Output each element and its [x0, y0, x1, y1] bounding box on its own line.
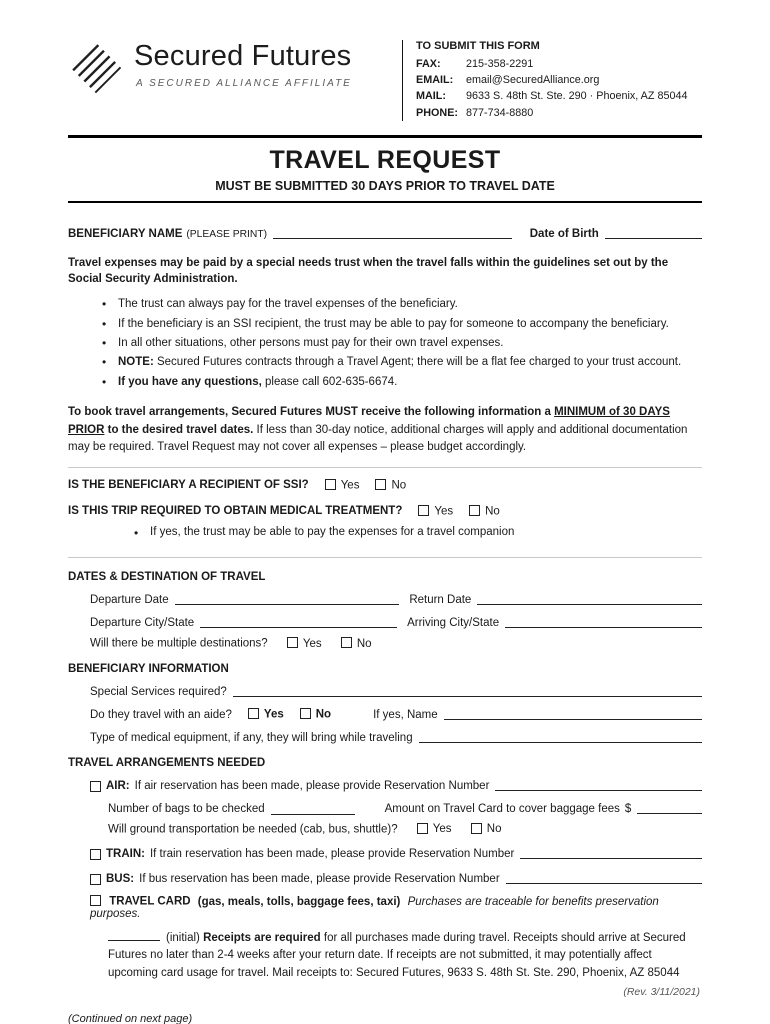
bus-label: BUS:: [106, 873, 135, 886]
aide-yes-checkbox[interactable]: [248, 708, 284, 721]
bus-reservation-field[interactable]: [506, 870, 702, 884]
aide-no-checkbox[interactable]: [300, 708, 331, 721]
initials-field[interactable]: [108, 929, 160, 941]
phone-value: 877-734-8880: [466, 106, 534, 119]
bus-text: If bus reservation has been made, please provide Reservation Number: [139, 873, 500, 886]
bullet-text: In all other situations, other persons must pay for their own travel expenses.: [118, 336, 504, 349]
dob-label: Date of Birth: [529, 227, 599, 240]
checkbox-icon: [471, 823, 482, 834]
medical-question-row: [68, 505, 702, 518]
yes-label: Yes: [432, 823, 452, 836]
multiple-no-checkbox[interactable]: [341, 638, 372, 650]
booking-bold-post: to the desired travel dates.: [104, 423, 254, 436]
title-bottom-rule: [68, 201, 702, 203]
beneficiary-name-field[interactable]: [273, 225, 512, 239]
travel-card-paren: (gas, meals, tolls, baggage fees, taxi): [197, 895, 401, 908]
amount-label: Amount on Travel Card to cover baggage fees: [384, 802, 620, 815]
fax-value: 215-358-2291: [466, 58, 534, 70]
receipts-paragraph: [108, 929, 702, 983]
departure-date-field[interactable]: [175, 591, 400, 605]
bags-label: Number of bags to be checked: [108, 802, 265, 815]
ssi-question-row: [68, 479, 702, 492]
no-label: No: [356, 637, 372, 650]
checkbox-icon: [418, 505, 429, 516]
return-date-label: Return Date: [409, 594, 472, 607]
intro-paragraph: Travel expenses may be paid by a special needs trust when the travel falls within the guidelines set out by the Social Security Administration.: [68, 256, 669, 286]
ground-transport-row: [108, 823, 702, 836]
checkbox-icon: [248, 708, 259, 719]
aide-label: Do they travel with an aide?: [90, 708, 232, 721]
mail-label: MAIL:: [416, 90, 446, 103]
bags-count-field[interactable]: [271, 803, 355, 815]
yes-label: Yes: [302, 637, 322, 650]
train-text: If train reservation has been made, please provide Reservation Number: [149, 848, 515, 861]
submit-box-title: TO SUBMIT THIS FORM: [416, 40, 540, 52]
medical-question: IS THIS TRIP REQUIRED TO OBTAIN MEDICAL TREATMENT?: [68, 504, 403, 517]
checkbox-icon: [325, 479, 336, 490]
air-reservation-field[interactable]: [495, 777, 702, 791]
list-item: [102, 373, 702, 392]
ssi-yes-checkbox[interactable]: [325, 479, 360, 492]
bullet-text: If the beneficiary is an SSI recipient, the trust may be able to pay for someone to accompany the beneficiary.: [118, 317, 669, 330]
checkbox-icon: [287, 637, 298, 648]
city-state-row: [90, 614, 702, 629]
beneficiary-info-heading: BENEFICIARY INFORMATION: [68, 662, 229, 675]
list-item: [102, 353, 702, 372]
return-date-field[interactable]: [477, 591, 702, 605]
departure-date-label: Departure Date: [90, 594, 169, 607]
ground-yes-checkbox[interactable]: [417, 823, 452, 835]
continued-note: (Continued on next page): [68, 1012, 193, 1024]
brand-name: Secured Futures: [134, 40, 352, 72]
mail-value: 9633 S. 48th St. Ste. 290 · Phoenix, AZ 85044: [466, 90, 688, 103]
aide-name-field[interactable]: [444, 706, 702, 720]
bullet-bold: If you have any questions,: [118, 375, 262, 388]
initial-label: (initial): [166, 931, 200, 944]
aide-row: [90, 706, 702, 721]
intro-bullet-list: [102, 295, 702, 392]
bullet-bold: NOTE:: [118, 356, 154, 369]
list-item: [102, 334, 702, 353]
air-text: If air reservation has been made, please provide Reservation Number: [134, 779, 490, 792]
multiple-destinations-label: Will there be multiple destinations?: [90, 637, 268, 650]
list-item: [102, 295, 702, 314]
medical-note-text: • If yes, the trust may be able to pay the expenses for a travel companion: [150, 526, 515, 539]
air-checkbox[interactable]: [90, 781, 101, 792]
bags-row: [108, 800, 702, 815]
medical-yes-checkbox[interactable]: [418, 505, 453, 518]
checkbox-icon: [341, 637, 352, 648]
bullet-text: please call 602-635-6674.: [261, 375, 398, 388]
departure-city-label: Departure City/State: [90, 617, 195, 630]
no-label: No: [485, 505, 500, 518]
fax-row: [416, 56, 702, 72]
please-print-note: (PLEASE PRINT): [186, 228, 268, 240]
phone-row: [416, 105, 702, 121]
train-row: [90, 845, 702, 860]
beneficiary-name-label: BENEFICIARY NAME: [68, 227, 183, 240]
receipts-rest: for all purchases made during travel. Receipts should arrive at Secured Futures no later than 2-4 weeks after your return date. If receipts are not submitted, it may potentially affect upcoming card usage for travel. Mail receipts to: Secured Futures, 9633 S. 48th St. Ste. 290, Phoenix, AZ 85044: [108, 931, 686, 980]
divider: [68, 467, 702, 468]
yes-label: Yes: [263, 708, 284, 721]
ssi-question: IS THE BENEFICIARY A RECIPIENT OF SSI?: [68, 479, 309, 492]
revision-note: (Rev. 3/11/2021): [623, 986, 700, 998]
booking-bold-pre: To book travel arrangements, Secured Futures MUST receive the following information a: [68, 406, 555, 419]
equipment-label: Type of medical equipment, if any, they will bring while traveling: [90, 731, 413, 744]
logo-diamond-icon: [68, 40, 124, 99]
booking-normal: If less than 30-day notice, additional charges will apply and additional documentation may be required. Travel Request may not cover all expenses – please budget accordingly.: [68, 423, 688, 453]
checkbox-icon: [300, 708, 311, 719]
no-label: No: [486, 823, 502, 836]
beneficiary-name-row: [68, 225, 702, 240]
ground-transport-label: Will ground transportation be needed (cab, bus, shuttle)?: [108, 823, 398, 836]
air-label: AIR:: [106, 779, 130, 792]
equipment-row: [90, 729, 702, 744]
checkbox-icon: [469, 505, 480, 516]
submit-info-box: [402, 40, 702, 121]
page-subtitle: MUST BE SUBMITTED 30 DAYS PRIOR TO TRAVEL DATE: [215, 178, 555, 193]
travel-card-row: [90, 895, 702, 920]
no-label: No: [315, 708, 332, 721]
ground-no-checkbox[interactable]: [471, 823, 502, 835]
special-services-label: Special Services required?: [90, 685, 227, 698]
equipment-field[interactable]: [419, 729, 702, 743]
list-item: [102, 315, 702, 334]
departure-return-row: [90, 591, 702, 606]
email-value: email@SecuredAlliance.org: [466, 74, 600, 87]
ssi-no-checkbox[interactable]: [375, 479, 406, 492]
company-logo: [68, 40, 352, 99]
dates-section-heading: DATES & DESTINATION OF TRAVEL: [68, 571, 266, 584]
arriving-city-label: Arriving City/State: [407, 617, 500, 630]
checkbox-icon: [417, 823, 428, 834]
page-title: TRAVEL REQUEST: [269, 145, 501, 174]
medical-no-checkbox[interactable]: [469, 505, 500, 518]
special-services-field[interactable]: [233, 683, 702, 697]
yes-label: Yes: [340, 479, 360, 492]
checkbox-icon: [375, 479, 386, 490]
dob-field[interactable]: [605, 225, 702, 239]
fax-label: FAX:: [416, 58, 441, 70]
logo-text: [134, 40, 352, 89]
bus-checkbox[interactable]: [90, 874, 101, 885]
brand-tagline: A SECURED ALLIANCE AFFILIATE: [136, 78, 352, 90]
travel-card-label: TRAVEL CARD: [109, 895, 191, 908]
train-reservation-field[interactable]: [520, 845, 702, 859]
phone-label: PHONE:: [416, 106, 458, 119]
departure-city-field[interactable]: [200, 614, 397, 628]
bus-row: [90, 870, 702, 885]
divider: [68, 557, 702, 558]
email-label: EMAIL:: [416, 74, 454, 87]
if-yes-name-label: If yes, Name: [373, 708, 438, 721]
travel-card-italic-note: Purchases are traceable for benefits preservation purposes.: [90, 895, 659, 920]
baggage-fees-field[interactable]: [637, 800, 702, 814]
multiple-destinations-row: [90, 637, 702, 650]
email-row: [416, 72, 702, 88]
arrangements-heading: TRAVEL ARRANGEMENTS NEEDED: [68, 756, 266, 769]
arriving-city-field[interactable]: [505, 614, 702, 628]
multiple-yes-checkbox[interactable]: [287, 638, 322, 650]
train-label: TRAIN:: [106, 848, 145, 861]
medical-note-bullet: [134, 524, 702, 542]
booking-underlined: MINIMUM of 30 DAYS PRIOR: [68, 406, 670, 436]
title-top-rule: [68, 135, 702, 138]
no-label: No: [391, 479, 407, 492]
mail-row: [416, 88, 702, 104]
air-row: [90, 777, 702, 792]
receipts-bold: Receipts are required: [203, 931, 321, 944]
header: [68, 40, 702, 121]
booking-paragraph: [68, 404, 702, 456]
dollar-sign: $: [624, 802, 632, 815]
special-services-row: [90, 683, 702, 698]
yes-label: Yes: [434, 505, 454, 518]
bullet-text: Secured Futures contracts through a Travel Agent; there will be a flat fee charged to your trust account.: [153, 356, 682, 369]
train-checkbox[interactable]: [90, 849, 101, 860]
travel-card-checkbox[interactable]: [90, 895, 101, 906]
bullet-text: The trust can always pay for the travel expenses of the beneficiary.: [118, 298, 458, 311]
